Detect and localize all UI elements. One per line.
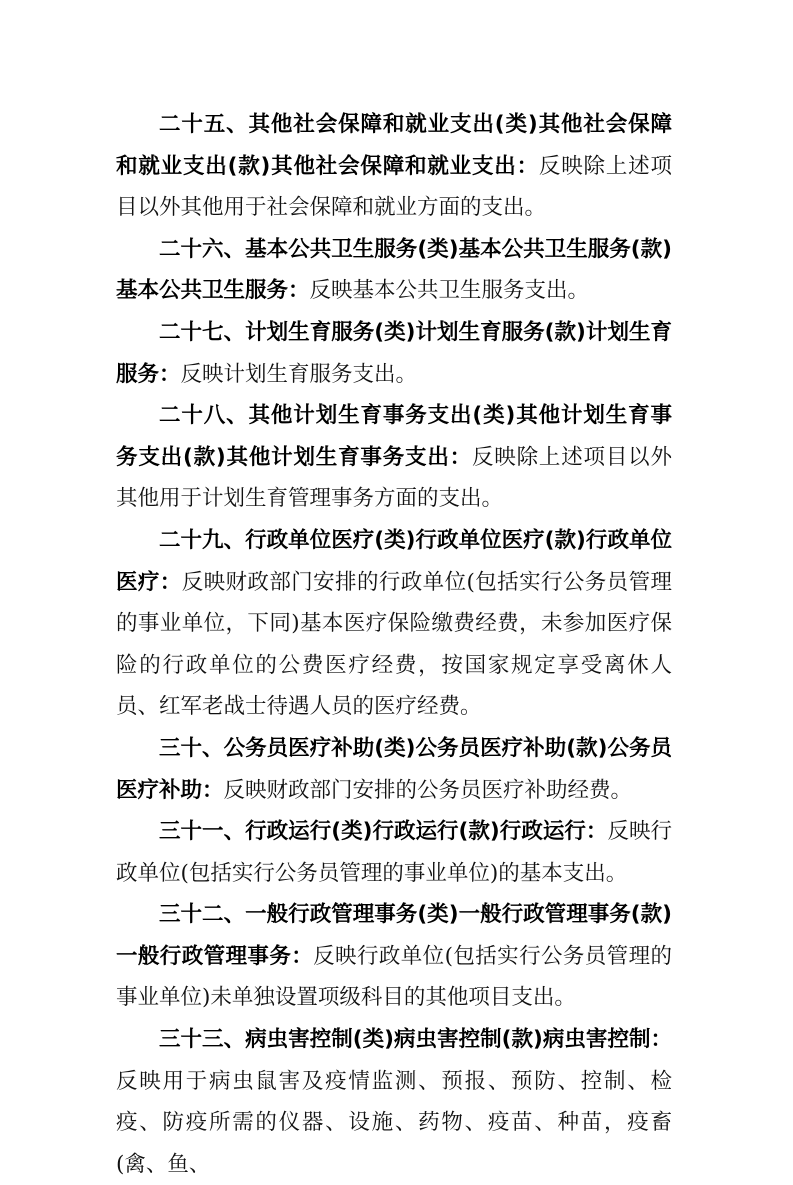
item-description: 反映除上述项目以外其他用于社会保障和就业方面的支出。 (116, 153, 672, 221)
paragraph-25 (116, 104, 672, 229)
item-description: 反映用于病虫鼠害及疫情监测、预报、预防、控制、检疫、防疫所需的仪器、设施、药物、疫苗、种苗，疫畜(禽、鱼、 (116, 1068, 672, 1177)
paragraph-32 (116, 894, 672, 1019)
item-description: 反映计划生育服务支出。 (180, 361, 418, 387)
item-description: 反映基本公共卫生服务支出。 (309, 278, 590, 304)
item-description: 反映行政单位(包括实行公务员管理的事业单位)的基本支出。 (116, 819, 672, 886)
item-heading: 三十一、行政运行(类)行政运行(款)行政运行： (159, 819, 608, 845)
item-description: 反映除上述项目以外其他用于计划生育管理事务方面的支出。 (116, 444, 672, 512)
paragraph-28 (116, 395, 672, 520)
paragraph-27 (116, 312, 672, 395)
document-body (116, 104, 672, 1185)
item-description: 反映行政单位(包括实行公务员管理的事业单位)未单独设置项级科目的其他项目支出。 (116, 943, 672, 1011)
paragraph-29 (116, 520, 672, 728)
item-description: 反映财政部门安排的行政单位(包括实行公务员管理的事业单位，下同)基本医疗保险缴费经费，未参加医疗保险的行政单位的公费医疗经费，按国家规定享受离休人员、红军老战士待遇人员的医疗经费。 (116, 569, 672, 720)
item-description: 反映财政部门安排的公务员医疗补助经费。 (223, 777, 633, 803)
paragraph-30 (116, 728, 672, 811)
item-heading: 二十七、计划生育服务(类)计划生育服务(款)计划生育服务： (116, 319, 672, 387)
item-heading: 三十二、一般行政管理事务(类)一般行政管理事务(款)一般行政管理事务： (116, 902, 672, 969)
paragraph-31 (116, 811, 672, 894)
paragraph-33 (116, 1019, 672, 1185)
item-heading: 三十三、病虫害控制(类)病虫害控制(款)病虫害控制： (159, 1027, 672, 1053)
item-heading: 二十五、其他社会保障和就业支出(类)其他社会保障和就业支出(款)其他社会保障和就业支出： (116, 112, 672, 179)
item-heading: 二十六、基本公共卫生服务(类)基本公共卫生服务(款)基本公共卫生服务： (116, 236, 672, 304)
item-heading: 二十八、其他计划生育事务支出(类)其他计划生育事务支出(款)其他计划生育事务支出： (116, 403, 672, 470)
paragraph-26 (116, 229, 672, 312)
item-heading: 二十九、行政单位医疗(类)行政单位医疗(款)行政单位医疗： (116, 527, 672, 595)
item-heading: 三十、公务员医疗补助(类)公务员医疗补助(款)公务员医疗补助： (116, 735, 672, 803)
